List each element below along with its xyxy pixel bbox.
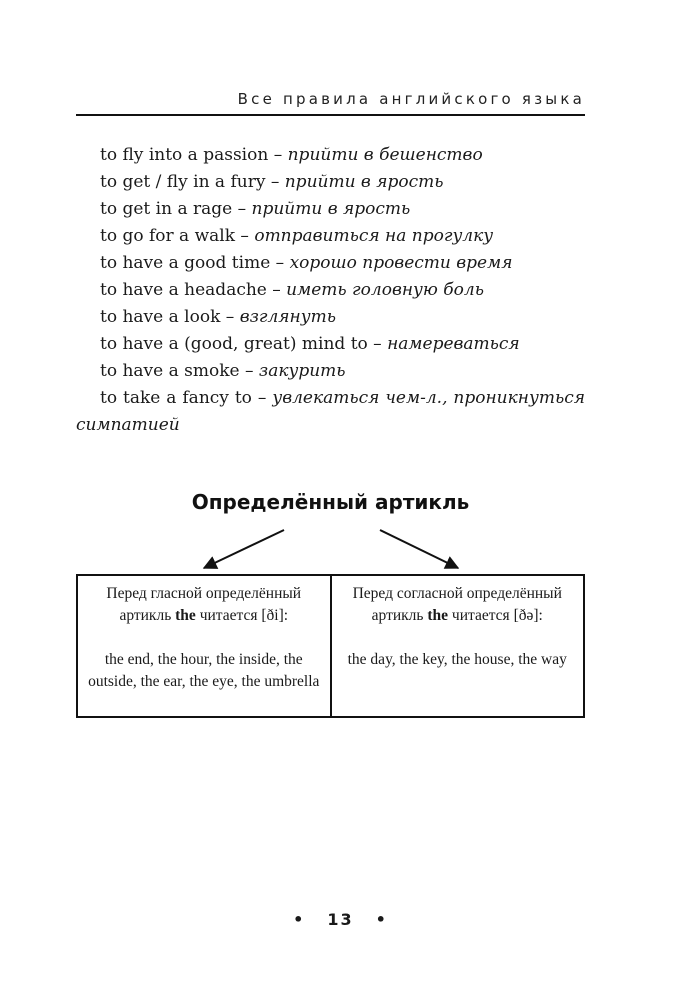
consonant-article-word: the [427,607,449,624]
phrase-english: to have a headache – [100,280,287,300]
article-rule-table [76,574,585,718]
phrase-english: to have a good time – [100,253,290,273]
left-arrow-icon [204,530,284,568]
phrase-russian: хорошо провести время [289,253,513,273]
phrase-russian: иметь головную боль [286,280,484,300]
phrase-english: to have a smoke – [100,361,259,381]
vowel-examples: the end, the hour, the inside, the outside, the ear, the eye, the umbrella [88,651,320,690]
phrase-item [76,385,585,439]
phrase-item [76,277,585,304]
section-title: Определённый артикль [191,490,470,514]
consonant-rule-text [338,583,578,627]
header-rule [76,114,585,116]
consonant-examples: the day, the key, the house, the way [347,651,567,668]
phrase-russian: взглянуть [239,307,336,327]
phrase-english: to get in a rage – [100,199,252,219]
diagram-arrows [76,520,585,576]
running-title: Все правила английского языка [237,90,585,108]
vowel-rule-after: читается [ði]: [195,607,289,624]
phrase-russian: прийти в ярость [284,172,444,192]
bullet-left: • [293,910,306,929]
vowel-rule-before: Перед гласной определённый артикль [106,585,302,624]
page-number: 13 [327,910,354,929]
phrase-item [76,250,585,277]
consonant-rule-cell [330,576,584,716]
page-footer [0,910,681,929]
vowel-article-word: the [175,607,196,624]
consonant-rule-after: читается [ðə]: [448,607,543,624]
running-header [76,86,585,116]
consonant-rule-before: Перед согласной определённый артикль [352,585,562,624]
phrase-item [76,142,585,169]
phrase-russian: намереваться [387,334,520,354]
phrase-item [76,223,585,250]
phrase-english: to have a look – [100,307,240,327]
phrase-item [76,196,585,223]
bullet-right: • [375,910,388,929]
phrase-english: to take a fancy to – [100,388,273,408]
phrase-english: to get / fly in a fury – [100,172,285,192]
phrase-english: to fly into a passion – [100,145,288,165]
phrase-english: to go for a walk – [100,226,255,246]
phrase-item [76,169,585,196]
phrase-item [76,331,585,358]
vowel-rule-text [84,583,324,627]
phrase-russian: отправиться на прогулку [254,226,494,246]
phrase-russian: увлекаться чем-л., проникнуться симпатией [76,388,585,435]
phrase-item [76,358,585,385]
phrase-item [76,304,585,331]
phrase-english: to have a (good, great) mind to – [100,334,388,354]
phrase-russian: закурить [258,361,346,381]
right-arrow-icon [380,530,458,568]
phrase-list [76,142,585,439]
vowel-rule-cell [78,576,330,716]
phrase-russian: прийти в ярость [251,199,411,219]
phrase-russian: прийти в бешенство [287,145,483,165]
